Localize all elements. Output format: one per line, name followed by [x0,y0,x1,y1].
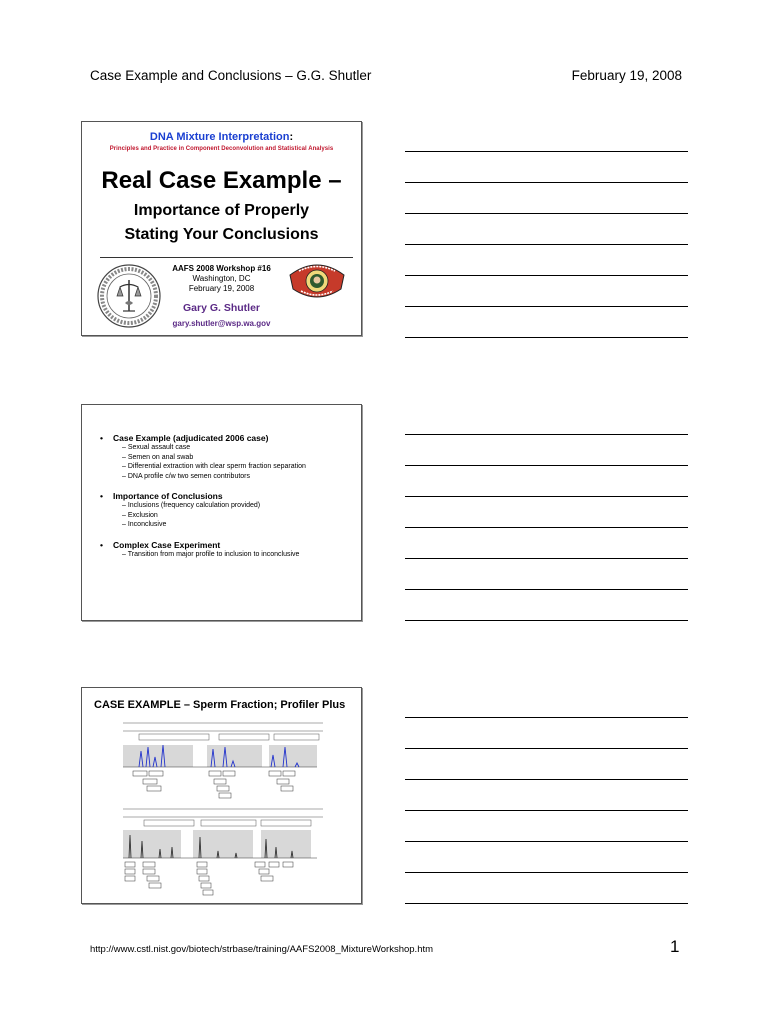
notes-lines-1 [405,151,688,368]
bullet-item: – Inclusions (frequency calculation provided) [122,501,353,511]
bullet-heading: • Importance of Conclusions [100,491,353,501]
electropherogram-icon [119,717,327,897]
slide-overview [81,404,362,621]
header-date: February 19, 2008 [571,68,682,83]
page-number: 1 [670,937,680,956]
bullet-group [100,433,353,481]
bullet-item: – Transition from major profile to inclusion to inconclusive [122,550,353,560]
workshop-info: AAFS 2008 Workshop #16 Washington, DC February 19, 2008 [172,264,271,293]
notes-lines-2 [405,434,688,651]
slide-case-example [81,687,362,904]
workshop-title: DNA Mixture Interpretation: [149,131,294,143]
divider [100,257,353,258]
bullet-heading: • Complex Case Experiment [100,540,353,550]
slide-heading: CASE EXAMPLE – Sperm Fraction; Profiler Plus [94,699,346,711]
slide-subheading: Importance of Properly Stating Your Conclusions [124,202,319,243]
bullet-group [100,491,353,530]
workshop-subtitle: Principles and Practice in Component Deconvolution and Statistical Analysis [109,146,334,152]
notes-lines-3 [405,717,688,934]
author-email: gary.shutler@wsp.wa.gov [172,319,271,328]
bullet-item: – Semen on anal swab [122,453,353,463]
bullet-list [100,433,353,569]
header-title: Case Example and Conclusions – G.G. Shutler [90,68,372,83]
slide-heading: Real Case Example – [101,167,342,194]
bullet-group [100,540,353,560]
footer-url: http://www.cstl.nist.gov/biotech/strbase/training/AAFS2008_MixtureWorkshop.htm [90,944,434,955]
bullet-item: – Differential extraction with clear sperm fraction separation [122,462,353,472]
bullet-item: – Inconclusive [122,520,353,530]
bullet-item: – Sexual assault case [122,443,353,453]
bullet-heading: • Case Example (adjudicated 2006 case) [100,433,353,443]
author-name: Gary G. Shutler [182,302,261,314]
bullet-item: – DNA profile c/w two semen contributors [122,472,353,482]
bullet-item: – Exclusion [122,511,353,521]
slide-title [81,121,362,336]
